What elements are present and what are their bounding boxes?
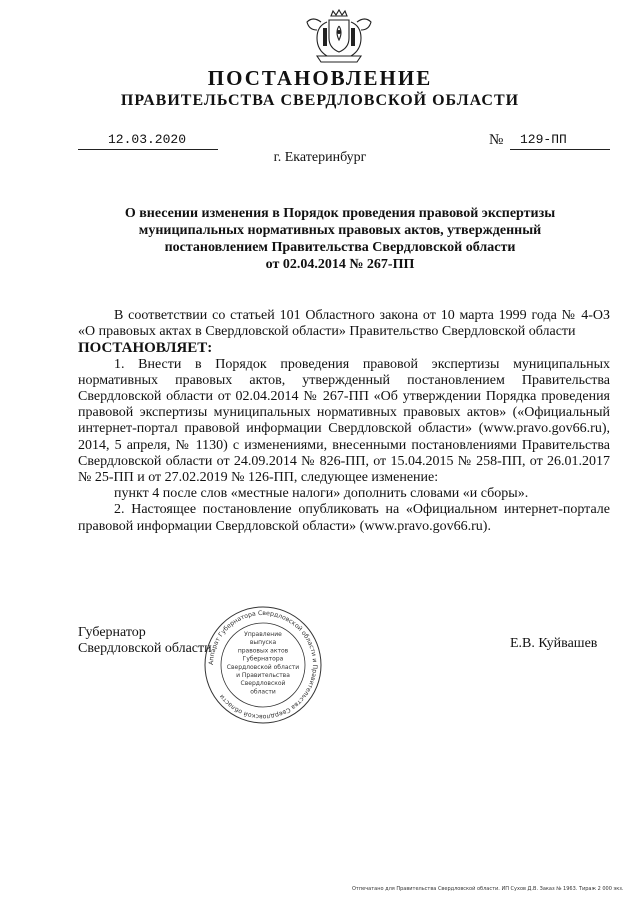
heading-line: от 02.04.2014 № 267-ПП [265,257,415,272]
intro-paragraph: В соответствии со статьей 101 Областного закона от 10 марта 1999 года № 4-ОЗ «О правовых актах в Свердловской области» Правительство Свердловской области [78,308,610,340]
document-body [78,308,610,535]
number-sign: № [489,132,504,148]
heading-line: постановлением Правительства Свердловской области [164,240,516,255]
stamp-line: Губернатора [242,655,284,663]
resolves-heading: ПОСТАНОВЛЯЕТ: [78,340,213,357]
item-1-subparagraph: пункт 4 после слов «местные налоги» дополнить словами «и сборы». [114,486,529,502]
stamp-line: области [250,688,276,696]
document-subtitle: ПРАВИТЕЛЬСТВА СВЕРДЛОВСКОЙ ОБЛАСТИ [120,92,520,109]
heading-line: муниципальных нормативных правовых актов, утвержденный [138,223,542,238]
stamp-line: правовых актов [237,647,289,655]
signer-name: Е.В. Куйвашев [510,636,598,651]
item-2-paragraph: 2. Настоящее постановление опубликовать на «Официальном интернет-портале правовой информации Свердловской области» (www.pravo.gov66.ru). [78,502,610,534]
coat-of-arms-icon [303,8,375,70]
stamp-line: и Правительства [236,672,290,679]
item-1-paragraph: 1. Внести в Порядок проведения правовой экспертизы муниципальных нормативных правовых актов, утвержденный постановлением Правительства Свердловской области от 02.04.2014 № 267-ПП «Об утверждении Порядка проведения правовой экспертизы муниципальных нормативных правовых актов» («Официальный интернет-портал правовой информации Свердловской области» (www.pravo.gov66.ru), 2014, 5 апреля, № 1130) с изменениями, внесенными постановлениями Правительства Свердловской области от 24.09.2014 № 826-ПП, от 15.04.2015 № 258-ПП, от 26.01.2017 № 25-ПП и от 27.02.2019 № 126-ПП, следующее изменение: [78,356,610,486]
signer-position-line: Свердловской области [78,641,212,656]
signer-position-line: Губернатор [78,625,146,640]
document-title: ПОСТАНОВЛЕНИЕ [207,66,433,90]
stamp-line: Управление [244,631,282,638]
print-note: Отпечатано для Правительства Свердловской области. ИП Сухов Д.В. Заказ № 1963. Тираж 2 000 экз. [352,886,624,892]
stamp-line: выпуска [249,639,277,647]
document-date: 12.03.2020 [108,132,187,147]
heading-line: О внесении изменения в Порядок проведения правовой экспертизы [124,206,556,221]
svg-text:Аппарат Губернатора Свердловск: Аппарат Губернатора Свердловской области и Правительства Свердловской области [207,609,319,721]
stamp-line: Свердловской [240,680,286,688]
official-stamp [202,604,324,726]
document-heading [100,205,580,273]
signer-position [78,625,212,657]
stamp-line: Свердловской области [226,663,300,671]
city: г. Екатеринбург [273,150,367,165]
document-number: 129-ПП [520,132,567,147]
